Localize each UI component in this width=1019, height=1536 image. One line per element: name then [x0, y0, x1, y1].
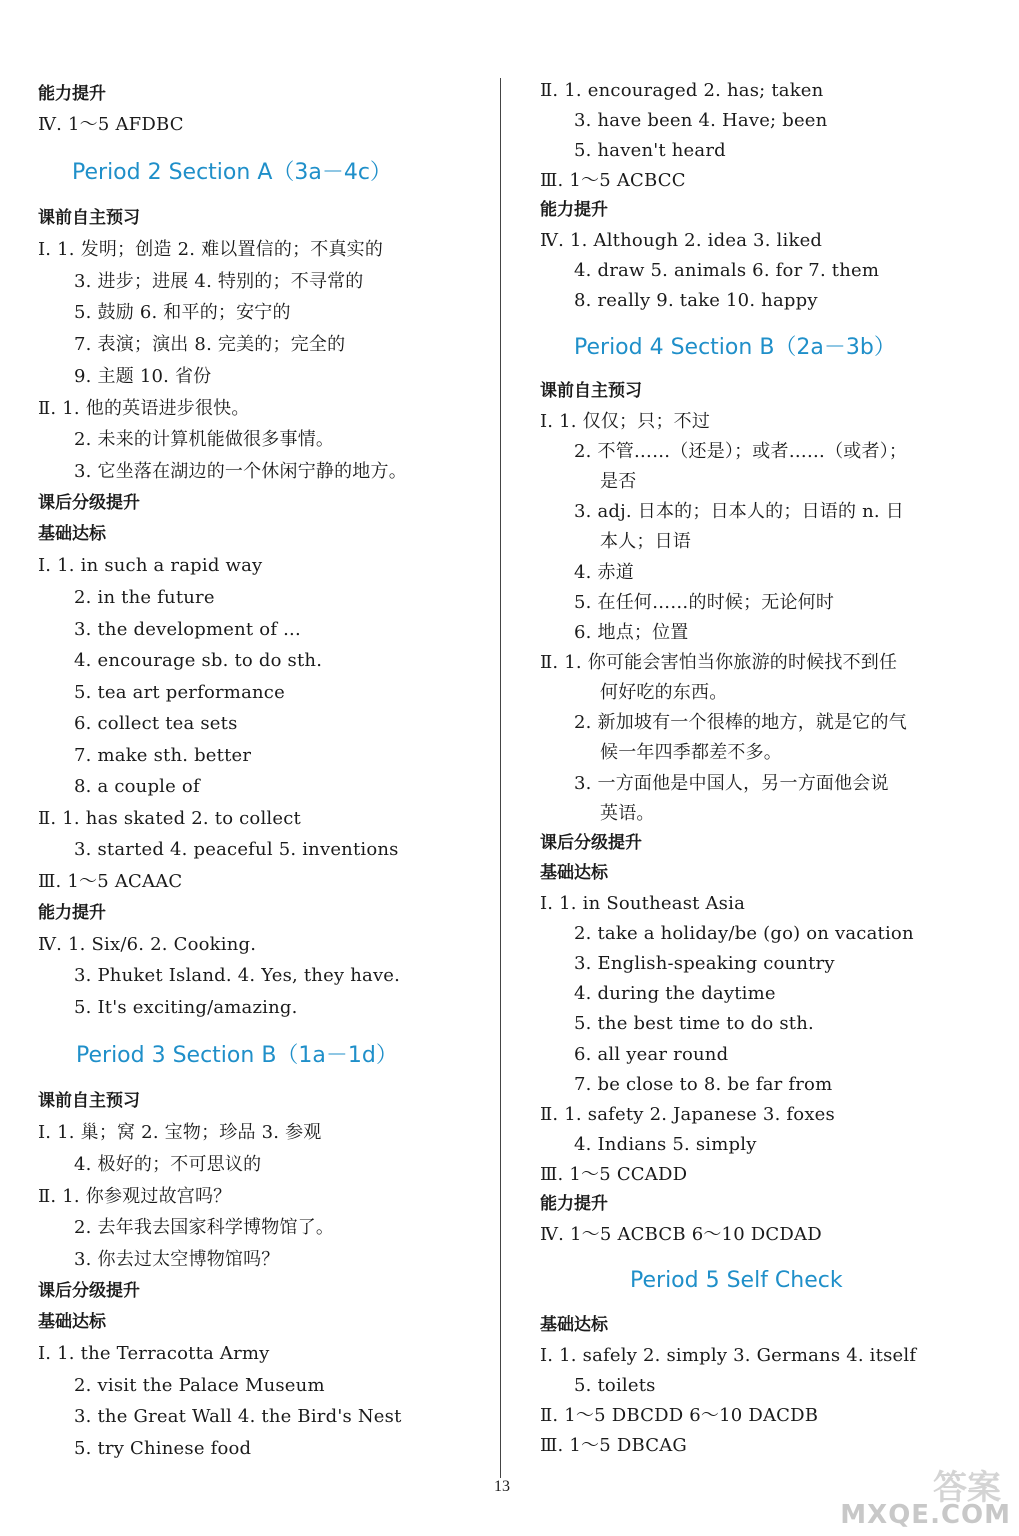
answer-line: Ⅰ. 1. in such a rapid way: [38, 555, 263, 576]
answer-line: 是否: [600, 471, 637, 492]
section-heading: 能力提升: [540, 1194, 608, 1214]
section-heading: 课前自主预习: [38, 1091, 140, 1111]
answer-line: Ⅳ. 1. Six/6. 2. Cooking.: [38, 934, 257, 955]
section-heading: 能力提升: [540, 200, 608, 220]
answer-line: 2. 去年我去国家科学博物馆了。: [74, 1217, 335, 1238]
answer-line: 3. have been 4. Have; been: [574, 110, 828, 131]
answer-line: 6. all year round: [574, 1044, 729, 1065]
answer-line: Ⅲ. 1～5 ACBCC: [540, 170, 686, 191]
answer-line: 3. 一方面他是中国人，另一方面他会说: [574, 773, 889, 794]
answer-line: Ⅰ. 1. 发明；创造 2. 难以置信的；不真实的: [38, 239, 384, 260]
answer-line: 5. 在任何……的时候；无论何时: [574, 592, 835, 613]
answer-line: Ⅳ. 1～5 ACBCB 6～10 DCDAD: [540, 1224, 822, 1245]
answer-line: 3. English-speaking country: [574, 953, 835, 974]
answer-line: 2. in the future: [74, 587, 215, 608]
answer-line: 5. try Chinese food: [74, 1438, 252, 1459]
answer-line: Ⅱ. 1. safety 2. Japanese 3. foxes: [540, 1104, 835, 1125]
answer-line: Ⅳ. 1～5 AFDBC: [38, 114, 184, 135]
period-title: Period 4 Section B（2a－3b）: [574, 335, 896, 360]
answer-line: 7. be close to 8. be far from: [574, 1074, 833, 1095]
section-heading: 能力提升: [38, 903, 106, 923]
answer-line: 4. draw 5. animals 6. for 7. them: [574, 260, 880, 281]
answer-line: 2. 新加坡有一个很棒的地方，就是它的气: [574, 712, 907, 733]
answer-line: 2. take a holiday/be (go) on vacation: [574, 923, 914, 944]
section-heading: 课后分级提升: [540, 833, 642, 853]
answer-line: 3. 你去过太空博物馆吗？: [74, 1249, 280, 1270]
section-heading: 课后分级提升: [38, 1281, 140, 1301]
section-heading: 课前自主预习: [540, 381, 642, 401]
answer-line: 3. 进步；进展 4. 特别的；不寻常的: [74, 271, 364, 292]
answer-line: 5. the best time to do sth.: [574, 1013, 814, 1034]
answer-line: 3. Phuket Island. 4. Yes, they have.: [74, 965, 401, 986]
section-heading: 能力提升: [38, 84, 106, 104]
answer-line: Ⅱ. 1. has skated 2. to collect: [38, 808, 301, 829]
answer-line: 7. make sth. better: [74, 745, 252, 766]
answer-line: Ⅲ. 1～5 ACAAC: [38, 871, 183, 892]
answer-line: 6. collect tea sets: [74, 713, 238, 734]
section-heading: 基础达标: [540, 863, 608, 883]
answer-line: 4. encourage sb. to do sth.: [74, 650, 323, 671]
answer-line: Ⅲ. 1～5 DBCAG: [540, 1435, 687, 1456]
answer-line: 候一年四季都差不多。: [600, 742, 782, 763]
section-heading: 基础达标: [540, 1315, 608, 1335]
watermark-logo: 答案 MXQE.COM: [840, 1468, 1011, 1530]
answer-line: 4. 极好的；不可思议的: [74, 1154, 262, 1175]
answer-line: Ⅱ. 1～5 DBCDD 6～10 DACDB: [540, 1405, 819, 1426]
answer-line: 6. 地点；位置: [574, 622, 689, 643]
period-title: Period 5 Self Check: [630, 1268, 843, 1293]
answer-line: Ⅱ. 1. 你参观过故宫吗？: [38, 1186, 232, 1207]
answer-line: Ⅳ. 1. Although 2. idea 3. liked: [540, 230, 823, 251]
answer-line: 3. 它坐落在湖边的一个休闲宁静的地方。: [74, 461, 407, 482]
answer-line: 何好吃的东西。: [600, 682, 728, 703]
answer-line: Ⅰ. 1. the Terracotta Army: [38, 1343, 270, 1364]
answer-line: 5. tea art performance: [74, 682, 285, 703]
section-heading: 课前自主预习: [38, 208, 140, 228]
answer-line: 4. 赤道: [574, 562, 634, 583]
answer-line: 3. the Great Wall 4. the Bird's Nest: [74, 1406, 402, 1427]
answer-line: 5. It's exciting/amazing.: [74, 997, 298, 1018]
answer-line: Ⅰ. 1. in Southeast Asia: [540, 893, 746, 914]
answer-line: 8. a couple of: [74, 776, 200, 797]
answer-line: Ⅲ. 1～5 CCADD: [540, 1164, 688, 1185]
answer-line: 7. 表演；演出 8. 完美的；完全的: [74, 334, 346, 355]
answer-line: 8. really 9. take 10. happy: [574, 290, 818, 311]
section-heading: 基础达标: [38, 1312, 106, 1332]
answer-line: 4. during the daytime: [574, 983, 776, 1004]
period-title: Period 2 Section A（3a－4c）: [72, 160, 392, 185]
section-heading: 课后分级提升: [38, 493, 140, 513]
answer-line: 5. toilets: [574, 1375, 656, 1396]
answer-line: 9. 主题 10. 省份: [74, 366, 212, 387]
period-title: Period 3 Section B（1a－1d）: [76, 1043, 398, 1068]
answer-line: 本人；日语: [600, 531, 691, 552]
answer-line: 4. Indians 5. simply: [574, 1134, 757, 1155]
page-number: 13: [494, 1478, 510, 1495]
answer-line: 3. the development of ...: [74, 619, 301, 640]
answer-line: 3. adj. 日本的；日本人的；日语的 n. 日: [574, 501, 904, 522]
answer-line: Ⅱ. 1. encouraged 2. has; taken: [540, 80, 824, 101]
answer-line: 2. 未来的计算机能做很多事情。: [74, 429, 335, 450]
answer-line: 2. visit the Palace Museum: [74, 1375, 325, 1396]
answer-line: 3. started 4. peaceful 5. inventions: [74, 839, 399, 860]
answer-line: Ⅰ. 1. safely 2. simply 3. Germans 4. itself: [540, 1345, 917, 1366]
section-heading: 基础达标: [38, 524, 106, 544]
column-divider: [500, 78, 501, 1478]
answer-line: 5. haven't heard: [574, 140, 726, 161]
answer-line: 5. 鼓励 6. 和平的；安宁的: [74, 302, 291, 323]
answer-line: 英语。: [600, 803, 655, 824]
answer-line: Ⅰ. 1. 仅仅；只；不过: [540, 411, 711, 432]
answer-line: Ⅱ. 1. 你可能会害怕当你旅游的时候找不到任: [540, 652, 898, 673]
answer-line: Ⅱ. 1. 他的英语进步很快。: [38, 398, 250, 419]
answer-line: 2. 不管……（还是）；或者……（或者）；: [574, 441, 908, 462]
answer-line: Ⅰ. 1. 巢；窝 2. 宝物；珍品 3. 参观: [38, 1122, 322, 1143]
